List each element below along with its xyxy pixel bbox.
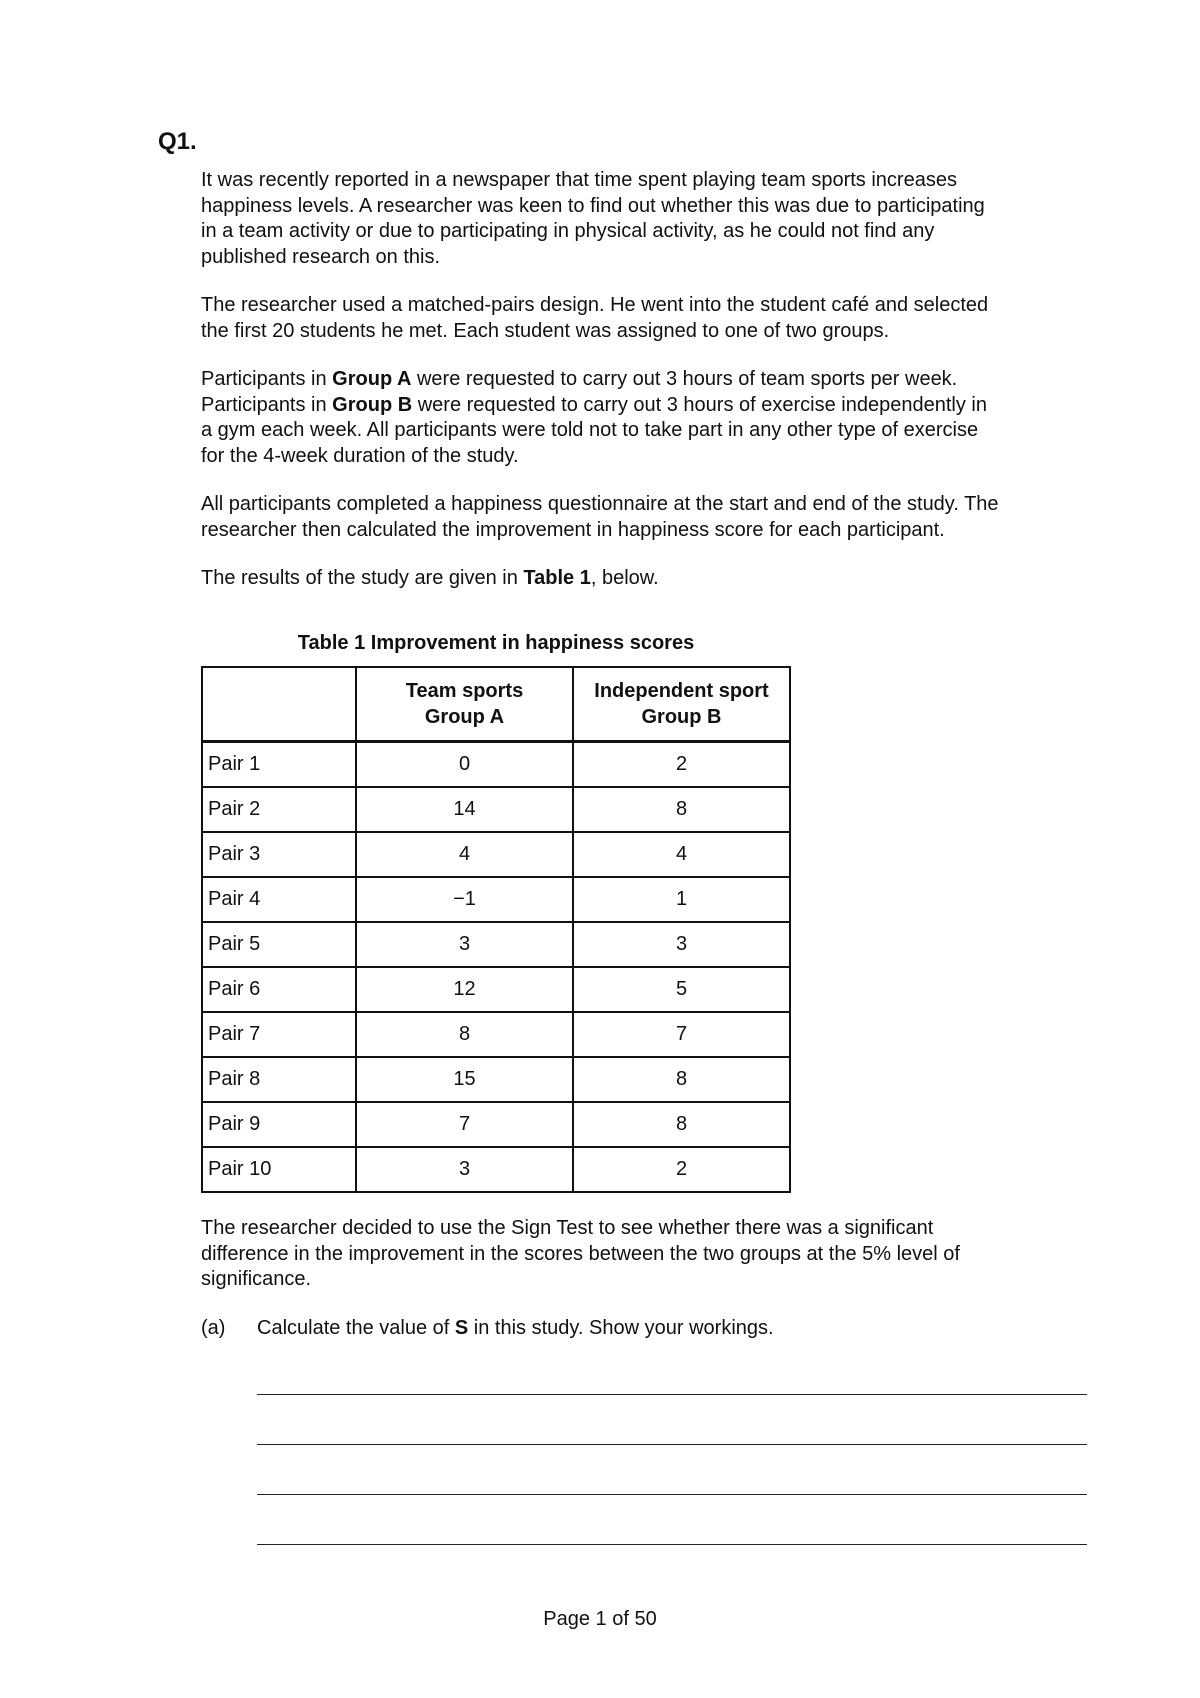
group-a-value: 8	[356, 1012, 573, 1057]
pair-label: Pair 6	[202, 967, 356, 1012]
table-row	[202, 1057, 790, 1102]
part-a-prompt	[201, 1316, 774, 1342]
text-line-group-b	[201, 393, 1101, 419]
text-line: published research on this.	[201, 245, 441, 268]
text-line: happiness levels. A researcher was keen to find out whether this was due to participating	[201, 194, 985, 217]
group-b-value: 7	[573, 1012, 790, 1057]
table-row	[202, 787, 790, 832]
text-line: It was recently reported in a newspaper that time spent playing team sports increases	[201, 169, 957, 191]
table-row	[202, 1012, 790, 1057]
group-a-value: 3	[356, 922, 573, 967]
group-b-value: 8	[573, 787, 790, 832]
text-line: The researcher decided to use the Sign Test to see whether there was a significant	[201, 1217, 934, 1239]
text-fragment: Calculate the value of	[257, 1317, 455, 1339]
text-line: for the 4-week duration of the study.	[201, 444, 519, 467]
table-header-row	[202, 667, 790, 742]
paragraph-groups	[201, 367, 1101, 469]
page-footer: Page 1 of 50	[543, 1608, 657, 1630]
text-fragment: Participants in	[201, 393, 333, 416]
group-b-label: Group B	[332, 393, 413, 416]
group-a-label: Group A	[332, 368, 412, 390]
group-b-value: 2	[573, 742, 790, 788]
table-row	[202, 832, 790, 877]
text-fragment: , below.	[590, 567, 659, 589]
table-row	[202, 877, 790, 922]
pair-label: Pair 4	[202, 877, 356, 922]
question-intro	[201, 168, 1101, 615]
paragraph-intro	[201, 168, 1101, 270]
text-fragment: Participants in	[201, 368, 333, 390]
header-line: Group B	[641, 706, 722, 728]
group-b-value: 3	[573, 922, 790, 967]
answer-line[interactable]	[257, 1444, 1087, 1445]
question-number: Q1.	[158, 128, 197, 155]
table-reference: Table 1	[523, 567, 591, 589]
pair-label: Pair 9	[202, 1102, 356, 1147]
header-team-sports	[356, 667, 573, 742]
results-table	[201, 666, 791, 1193]
answer-line[interactable]	[257, 1494, 1087, 1495]
text-line: researcher then calculated the improvement in happiness score for each participant.	[201, 518, 945, 541]
header-line: Independent sport	[594, 680, 769, 702]
text-line: difference in the improvement in the scores between the two groups at the 5% level of	[201, 1242, 960, 1265]
table-caption: Table 1 Improvement in happiness scores	[297, 632, 695, 654]
group-a-value: 0	[356, 742, 573, 788]
text-line: in a team activity or due to participating in physical activity, as he could not find any	[201, 220, 935, 242]
group-b-value: 1	[573, 877, 790, 922]
pair-label: Pair 1	[202, 742, 356, 788]
header-empty	[202, 667, 356, 742]
paragraph-questionnaire	[201, 492, 1101, 543]
text-line-results	[201, 566, 1101, 592]
group-b-value: 2	[573, 1147, 790, 1192]
text-line: the first 20 students he met. Each student was assigned to one of two groups.	[201, 319, 890, 342]
header-line: Group A	[424, 706, 505, 728]
header-independent-sport	[573, 667, 790, 742]
group-b-value: 5	[573, 967, 790, 1012]
group-a-value: 14	[356, 787, 573, 832]
text-line-group-a	[201, 367, 1101, 393]
table-row	[202, 1102, 790, 1147]
group-a-value: 12	[356, 967, 573, 1012]
group-a-value: 3	[356, 1147, 573, 1192]
pair-label: Pair 10	[202, 1147, 356, 1192]
text-fragment: The results of the study are given in	[201, 567, 524, 589]
pair-label: Pair 3	[202, 832, 356, 877]
table-row	[202, 742, 790, 788]
group-a-value: 15	[356, 1057, 573, 1102]
group-b-value: 8	[573, 1057, 790, 1102]
part-a-label: (a)	[201, 1317, 226, 1339]
group-a-value: 4	[356, 832, 573, 877]
pair-label: Pair 5	[202, 922, 356, 967]
table-row	[202, 922, 790, 967]
header-line: Team sports	[405, 680, 524, 702]
pair-label: Pair 2	[202, 787, 356, 832]
pair-label: Pair 7	[202, 1012, 356, 1057]
text-fragment: were requested to carry out 3 hours of team sports per week.	[411, 368, 958, 390]
text-line: The researcher used a matched-pairs design. He went into the student café and selected	[201, 294, 989, 316]
s-symbol: S	[454, 1317, 469, 1339]
sign-test-paragraph	[201, 1216, 1101, 1293]
pair-label: Pair 8	[202, 1057, 356, 1102]
table-row	[202, 967, 790, 1012]
text-fragment: were requested to carry out 3 hours of exercise independently in	[412, 393, 987, 416]
paragraph-results	[201, 566, 1101, 592]
text-fragment: in this study. Show your workings.	[468, 1317, 774, 1339]
text-line: All participants completed a happiness questionnaire at the start and end of the study. The	[201, 493, 999, 515]
text-line: significance.	[201, 1268, 312, 1290]
group-b-value: 4	[573, 832, 790, 877]
group-b-value: 8	[573, 1102, 790, 1147]
group-a-value: −1	[356, 877, 573, 922]
table-row	[202, 1147, 790, 1192]
group-a-value: 7	[356, 1102, 573, 1147]
answer-line[interactable]	[257, 1394, 1087, 1395]
paragraph-design	[201, 293, 1101, 344]
text-line: a gym each week. All participants were told not to take part in any other type of exercise	[201, 419, 979, 441]
answer-line[interactable]	[257, 1544, 1087, 1545]
